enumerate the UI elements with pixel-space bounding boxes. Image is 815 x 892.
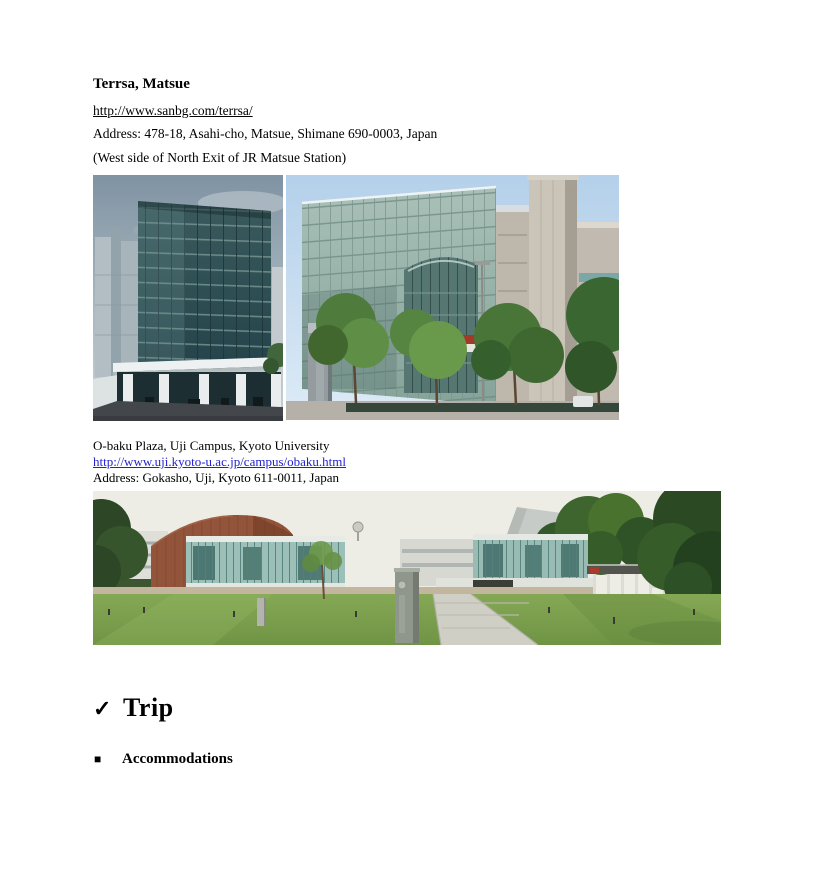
trip-heading-label: Trip — [123, 693, 174, 722]
venue1-title: Terrsa, Matsue — [93, 76, 190, 92]
venue1-photo-row — [93, 175, 619, 421]
venue1-address: Address: 478-18, Asahi-cho, Matsue, Shimane 690-0003, Japan — [93, 126, 438, 141]
venue2-link[interactable]: http://www.uji.kyoto-u.ac.jp/campus/obaku.html — [93, 454, 346, 469]
square-bullet-icon: ■ — [94, 752, 102, 766]
venue2-block — [93, 438, 346, 486]
accommodations-label: Accommodations — [122, 751, 233, 767]
venue2-address: Address: Gokasho, Uji, Kyoto 611-0011, Japan — [93, 470, 340, 485]
accommodations-item — [94, 751, 233, 768]
venue2-title: O-baku Plaza, Uji Campus, Kyoto University — [93, 438, 330, 453]
venue1-link[interactable]: http://www.sanbg.com/terrsa/ — [93, 103, 253, 118]
obaku-plaza-panorama-photo — [93, 491, 721, 645]
venue1-note: (West side of North Exit of JR Matsue Station) — [93, 150, 347, 165]
terrsa-building-side-photo — [286, 175, 619, 420]
check-bullet-icon: ✓ — [93, 696, 112, 721]
terrsa-building-front-photo — [93, 175, 283, 421]
trip-heading — [93, 693, 174, 723]
